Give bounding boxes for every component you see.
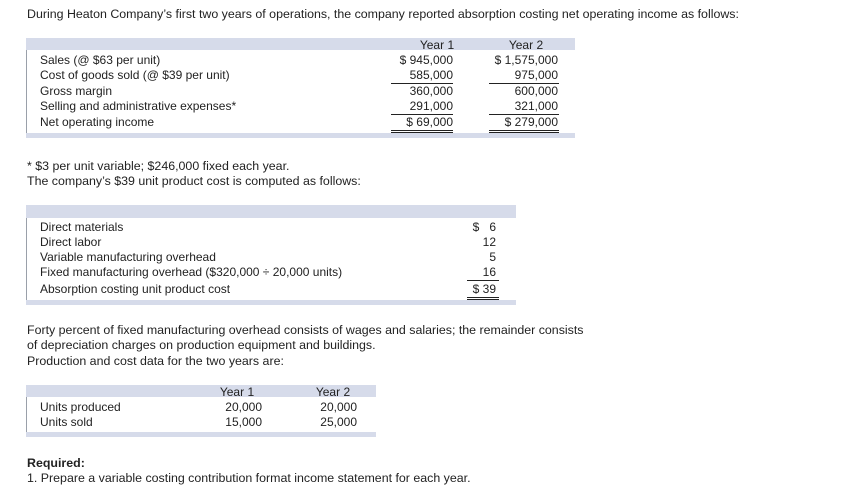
year1-value: $ 945,000 [399, 53, 453, 67]
table-row [26, 221, 516, 234]
row-value: $ 6 [472, 220, 496, 234]
row-label: Absorption costing unit product cost [40, 282, 231, 296]
row-label: Sales (@ $63 per unit) [40, 53, 161, 67]
table-row [26, 251, 516, 264]
table-footer-band [26, 300, 516, 305]
row-value: 12 [482, 235, 496, 249]
footnote-text: * $3 per unit variable; $246,000 fixed each year. [27, 159, 290, 173]
row-value: 5 [489, 250, 496, 264]
year2-value: 600,000 [514, 84, 558, 98]
column-header-year1: Year 1 [219, 385, 255, 399]
required-heading: Required: [27, 456, 85, 470]
row-label: Variable manufacturing overhead [40, 250, 216, 264]
table-row [26, 236, 516, 249]
row-label: Direct materials [40, 220, 124, 234]
table-row [26, 69, 575, 82]
table-row [26, 266, 516, 279]
year1-value: 360,000 [409, 84, 453, 98]
overhead-paragraph-line1: Forty percent of fixed manufacturing overhead consists of wages and salaries; the remainder consists [27, 323, 584, 337]
row-label: Units sold [40, 415, 93, 429]
year2-value: 321,000 [514, 99, 558, 113]
unit-cost-table [26, 205, 516, 305]
table-row [26, 54, 575, 67]
table-header-band [26, 205, 516, 218]
row-label: Selling and administrative expenses* [40, 99, 237, 113]
intro-text: During Heaton Company’s first two years of operations, the company reported absorption costing net operating income as follows: [27, 7, 739, 21]
table-row [26, 116, 575, 129]
table-row [26, 100, 575, 113]
column-header-year2: Year 2 [508, 38, 544, 52]
year1-value: 15,000 [225, 415, 262, 429]
required-item-1: 1. Prepare a variable costing contribution format income statement for each year. [27, 471, 471, 485]
year2-value: 975,000 [514, 68, 558, 82]
table-row [26, 401, 376, 414]
column-header-year2: Year 2 [315, 385, 351, 399]
year1-value: 585,000 [409, 68, 453, 82]
table-row [26, 416, 376, 429]
year1-value: $ 69,000 [406, 115, 453, 129]
year2-value: $ 1,575,000 [494, 53, 558, 67]
row-label: Cost of goods sold (@ $39 per unit) [40, 68, 230, 82]
row-value: 16 [482, 265, 496, 279]
unit-cost-intro-text: The company’s $39 unit product cost is computed as follows: [27, 174, 361, 188]
production-data-intro: Production and cost data for the two years are: [27, 354, 284, 368]
column-header-year1: Year 1 [419, 38, 455, 52]
table-row [26, 283, 516, 296]
subtotal-rule [467, 280, 499, 281]
year1-value: 20,000 [225, 400, 262, 414]
row-label: Direct labor [40, 235, 102, 249]
production-data-table [26, 385, 376, 439]
year2-value: $ 279,000 [504, 115, 558, 129]
year2-value: 25,000 [320, 415, 357, 429]
year2-value: 20,000 [320, 400, 357, 414]
income-statement-table [26, 38, 575, 138]
row-label: Gross margin [40, 84, 113, 98]
row-label: Fixed manufacturing overhead ($320,000 ÷ 20,000 units) [40, 265, 343, 279]
overhead-paragraph-line2: of depreciation charges on production equipment and buildings. [27, 338, 376, 352]
row-label: Units produced [40, 400, 121, 414]
table-row [26, 85, 575, 98]
row-value: $ 39 [472, 282, 496, 296]
table-footer-band [26, 432, 376, 437]
year1-value: 291,000 [409, 99, 453, 113]
row-label: Net operating income [40, 115, 155, 129]
table-footer-band [26, 133, 575, 138]
